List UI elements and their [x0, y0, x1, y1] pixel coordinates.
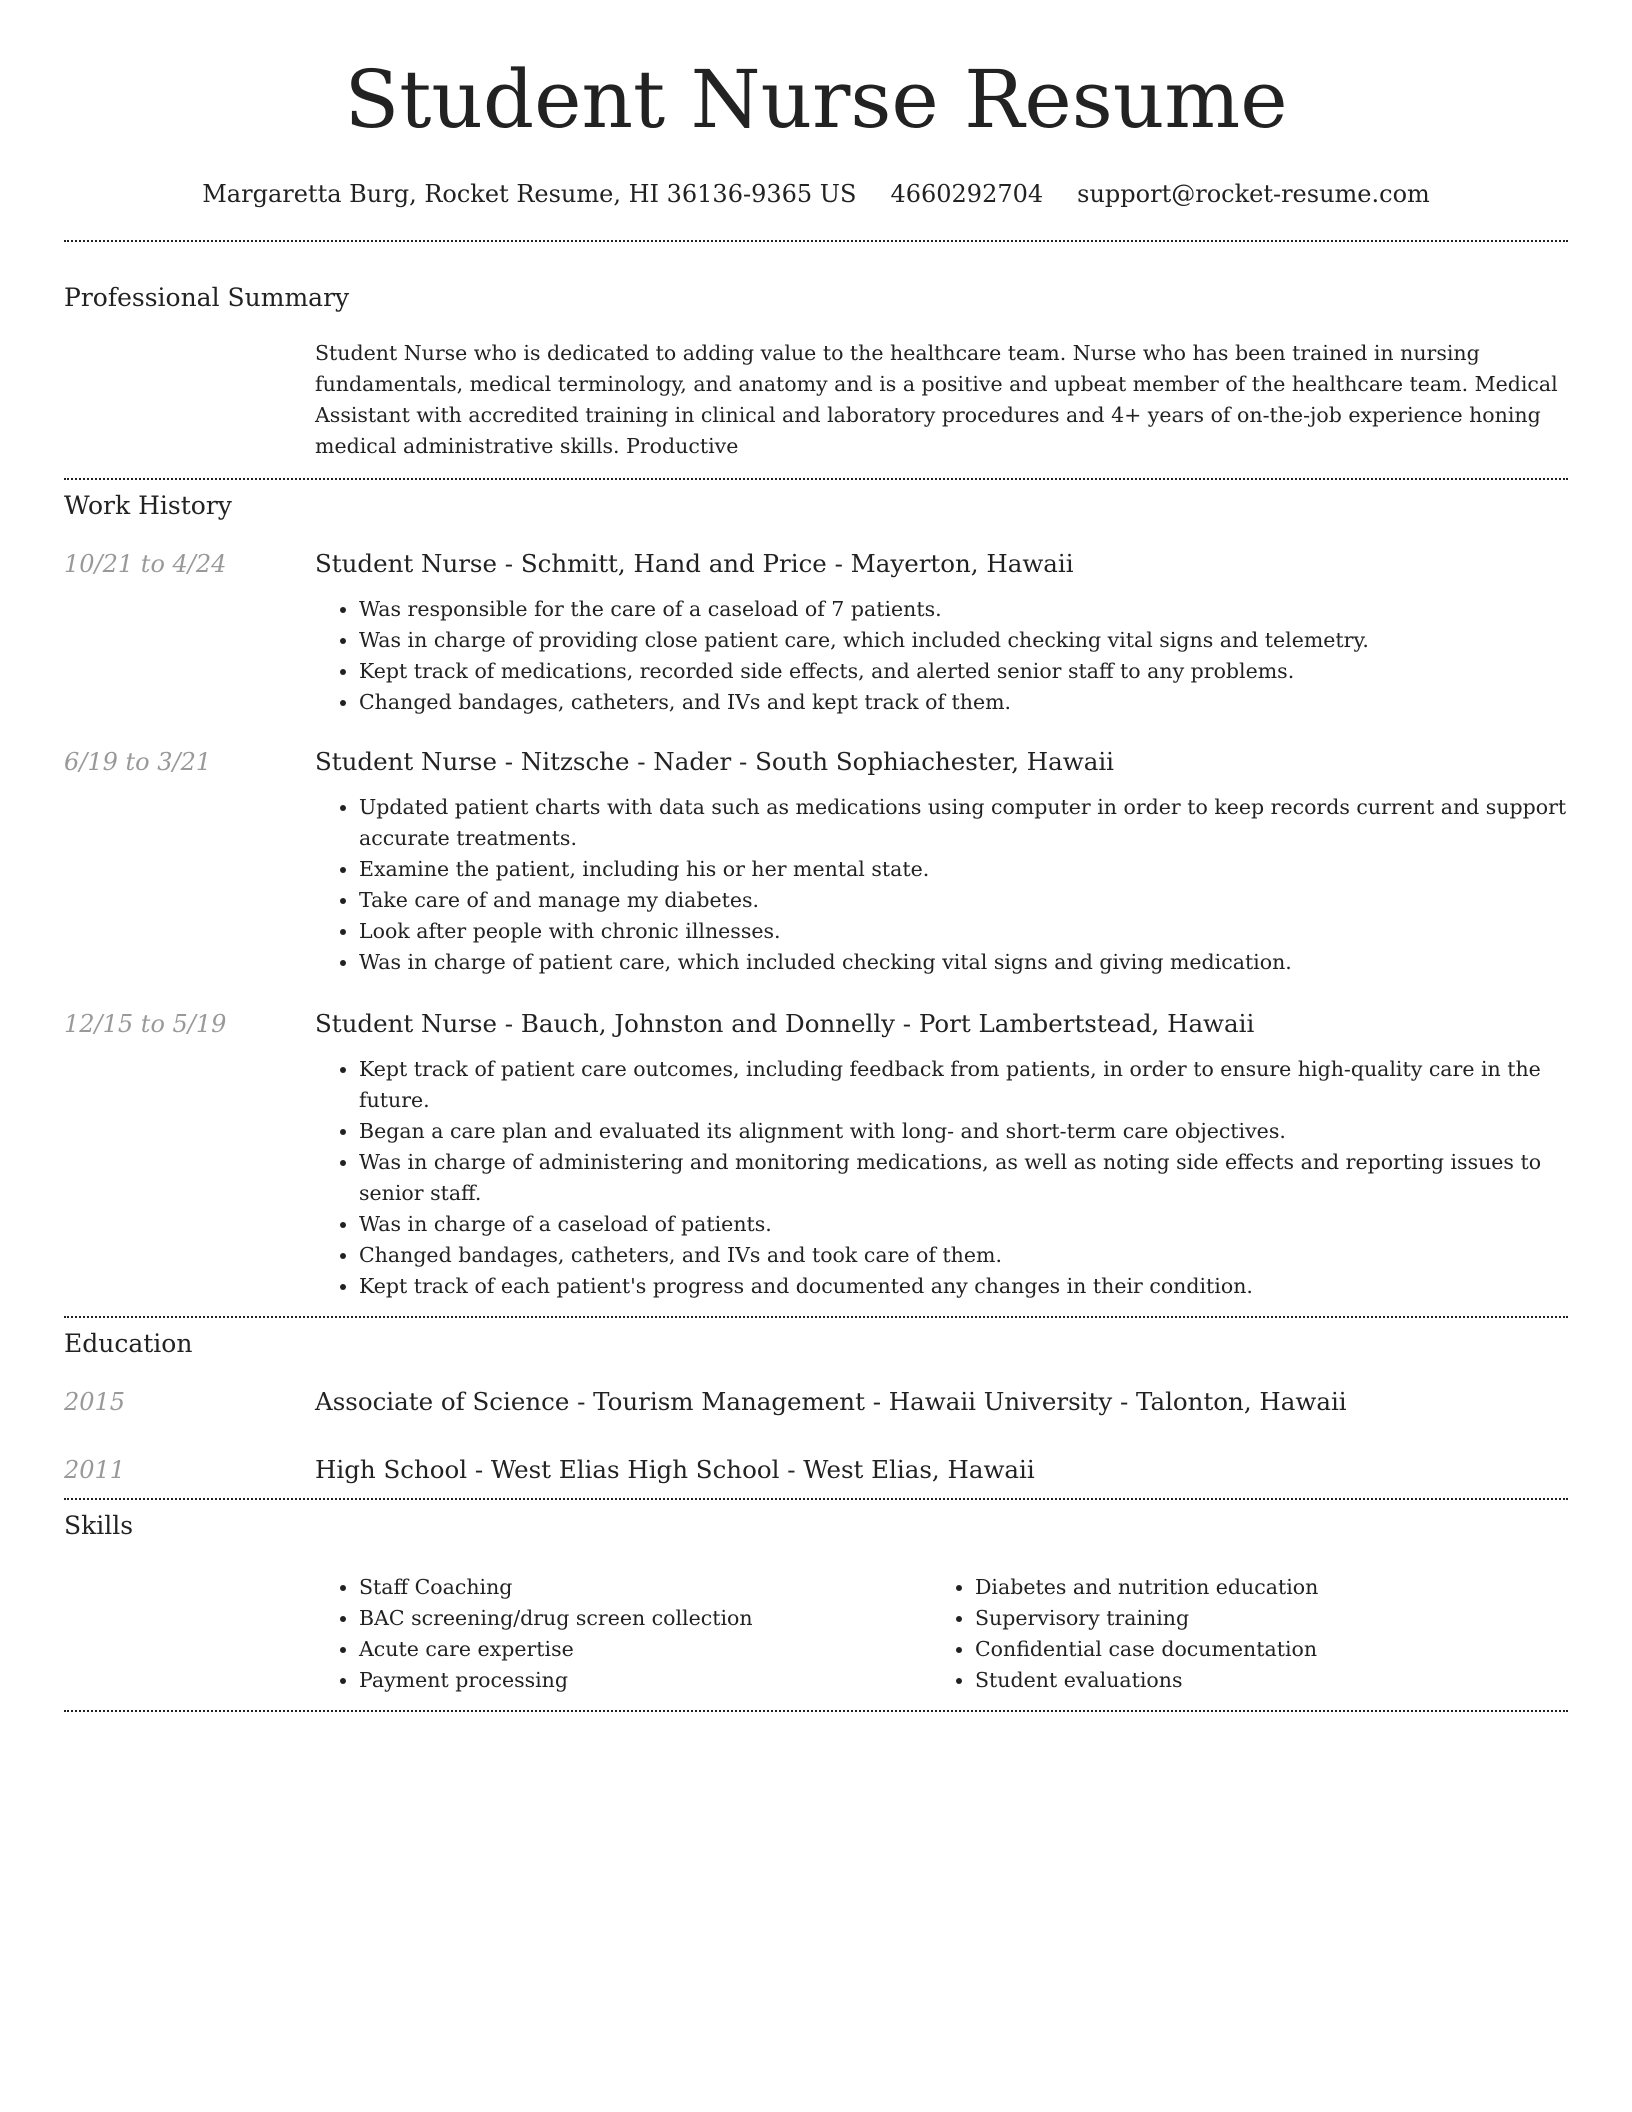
job-entry — [64, 746, 1568, 978]
list-item: • Was in charge of administering and monitoring medications, as well as noting side effects and reporting issues to senior staff. — [359, 1147, 1568, 1209]
skill-item: • Confidential case documentation — [975, 1634, 1547, 1665]
skills-list-right — [931, 1572, 1547, 1696]
list-item: • Changed bandages, catheters, and IVs and kept track of them. — [359, 687, 1568, 718]
work-divider — [64, 1316, 1568, 1318]
skill-item: • Payment processing — [359, 1665, 931, 1696]
list-item: • Kept track of each patient's progress and documented any changes in their condition. — [359, 1271, 1568, 1302]
skill-item: • Supervisory training — [975, 1603, 1547, 1634]
education-text: High School - West Elias High School - West Elias, Hawaii — [315, 1455, 1035, 1484]
list-item: • Began a care plan and evaluated its alignment with long- and short-term care objectives. — [359, 1116, 1568, 1147]
education-entry — [64, 1454, 1568, 1498]
summary-divider — [64, 478, 1568, 480]
skills-list-left — [315, 1572, 931, 1696]
list-item: • Updated patient charts with data such as medications using computer in order to keep records current and support accurate treatments. — [359, 792, 1568, 854]
list-item: • Kept track of patient care outcomes, including feedback from patients, in order to ensure high-quality care in the future. — [359, 1054, 1568, 1116]
job-bullets — [315, 1054, 1568, 1316]
header-divider — [64, 240, 1568, 242]
list-item: • Kept track of medications, recorded side effects, and alerted senior staff to any problems. — [359, 656, 1568, 687]
education-year: 2011 — [64, 1456, 126, 1484]
job-content — [315, 746, 1568, 978]
list-item: • Take care of and manage my diabetes. — [359, 885, 1568, 916]
list-item: • Was responsible for the care of a caseload of 7 patients. — [359, 594, 1568, 625]
summary-section — [64, 282, 1568, 478]
job-dates: 6/19 to 3/21 — [64, 748, 212, 776]
job-title: Student Nurse - Bauch, Johnston and Donnelly - Port Lambertstead, Hawaii — [315, 1009, 1255, 1038]
work-history-heading: Work History — [64, 491, 232, 520]
education-heading: Education — [64, 1329, 193, 1358]
skill-item: • Diabetes and nutrition education — [975, 1572, 1547, 1603]
job-dates: 12/15 to 5/19 — [64, 1010, 227, 1038]
skill-item: • Staff Coaching — [359, 1572, 931, 1603]
education-section — [64, 1328, 1568, 1498]
job-title: Student Nurse - Nitzsche - Nader - South Sophiachester, Hawaii — [315, 747, 1115, 776]
skills-heading: Skills — [64, 1511, 134, 1540]
job-entry — [64, 548, 1568, 718]
list-item: • Look after people with chronic illnesses. — [359, 916, 1568, 947]
contact-line — [64, 178, 1568, 210]
skills-section — [64, 1510, 1568, 1710]
education-year: 2015 — [64, 1388, 126, 1416]
skill-item: • Student evaluations — [975, 1665, 1547, 1696]
education-divider — [64, 1498, 1568, 1500]
list-item: • Changed bandages, catheters, and IVs and took care of them. — [359, 1240, 1568, 1271]
job-dates: 10/21 to 4/24 — [64, 550, 227, 578]
education-text: Associate of Science - Tourism Management - Hawaii University - Talonton, Hawaii — [315, 1387, 1347, 1416]
summary-text: Student Nurse who is dedicated to adding value to the healthcare team. Nurse who has been trained in nursing fundamentals, medical terminology, and anatomy and is a positive and upbeat member of the healthcare team. Medical Assistant with accredited training in clinical and laboratory procedures and 4+ years of on-the-job experience honing medical administrative skills. Productive — [315, 341, 1558, 458]
job-entry — [64, 1008, 1568, 1316]
page-title: Student Nurse Resume — [344, 53, 1288, 146]
contact-phone: 4660292704 — [890, 180, 1044, 208]
job-title: Student Nurse - Schmitt, Hand and Price - Mayerton, Hawaii — [315, 549, 1074, 578]
job-content — [315, 548, 1568, 718]
skill-item: • BAC screening/drug screen collection — [359, 1603, 931, 1634]
work-history-section — [64, 490, 1568, 1316]
contact-email: support@rocket-resume.com — [1077, 180, 1430, 208]
contact-address: Margaretta Burg, Rocket Resume, HI 36136-9365 US — [202, 180, 857, 208]
education-entry — [64, 1386, 1568, 1418]
job-bullets — [315, 594, 1568, 718]
list-item: • Was in charge of a caseload of patients. — [359, 1209, 1568, 1240]
job-content — [315, 1008, 1568, 1316]
list-item: • Was in charge of patient care, which included checking vital signs and giving medication. — [359, 947, 1568, 978]
list-item: • Was in charge of providing close patient care, which included checking vital signs and telemetry. — [359, 625, 1568, 656]
list-item: • Examine the patient, including his or her mental state. — [359, 854, 1568, 885]
skill-item: • Acute care expertise — [359, 1634, 931, 1665]
summary-heading: Professional Summary — [64, 283, 350, 312]
job-bullets — [315, 792, 1568, 978]
skills-grid — [315, 1572, 1568, 1710]
skills-divider — [64, 1710, 1568, 1712]
